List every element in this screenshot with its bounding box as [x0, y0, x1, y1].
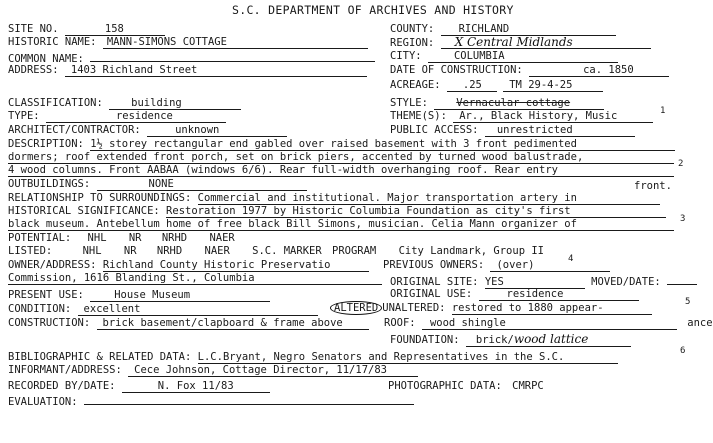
potential-naer: NAER [209, 232, 235, 244]
description-label: DESCRIPTION: [8, 138, 84, 150]
classification-row [8, 97, 241, 110]
public-access-value: unrestricted [485, 124, 635, 137]
address-label: ADDRESS: [8, 64, 59, 76]
themes-row [390, 110, 653, 123]
owner-line-2: Commission, 1616 Blanding St., Columbia [8, 272, 382, 285]
description-line-3-row [8, 164, 674, 177]
potential-nr: NR [128, 232, 142, 244]
date-construction-label: DATE OF CONSTRUCTION: [390, 64, 523, 76]
city-row [390, 50, 618, 63]
style-value: Vernacular cottage [434, 97, 604, 110]
potential-nhl: NHL [87, 232, 107, 244]
style-row [390, 97, 604, 110]
description-line-3: 4 wood columns. Front AABAA (windows 6/6). Rear full-width overhanging roof. Rear entry [8, 164, 674, 177]
informant-value: Cece Johnson, Cottage Director, 11/17/83 [128, 364, 418, 377]
original-use-value: residence [479, 288, 639, 301]
condition-row [8, 303, 318, 316]
themes-label: THEME(S): [390, 110, 447, 122]
potential-row [8, 232, 235, 244]
relationship-value: Commercial and institutional. Major transportation artery in [198, 192, 660, 205]
foundation-value [466, 333, 631, 347]
photographic-value: CMRPC [512, 380, 544, 392]
foundation-handwritten: wood lattice [513, 332, 589, 346]
bibliography-label: BIBLIOGRAPHIC & RELATED DATA: [8, 351, 192, 363]
owner-label: OWNER/ADDRESS: [8, 259, 97, 271]
historic-name-label: HISTORIC NAME: [8, 36, 97, 48]
roof-row [384, 317, 713, 330]
acreage-value: .25 [447, 79, 497, 92]
acreage-row [390, 79, 603, 92]
public-access-row [390, 124, 635, 137]
roof-label: ROOF: [384, 317, 416, 329]
moved-date-label: MOVED/DATE: [591, 276, 661, 288]
footnote-5: 5 [685, 297, 691, 307]
site-no-value: 158 [65, 23, 165, 36]
date-construction-row [390, 64, 669, 77]
historic-name-row [8, 36, 368, 49]
outbuildings-row [8, 178, 307, 191]
footnote-6: 6 [680, 346, 686, 356]
description-continued: front. [634, 180, 672, 192]
recorded-row [8, 380, 270, 393]
outbuildings-value: NONE [97, 178, 307, 191]
type-value: residence [46, 110, 226, 123]
owner-line-2-row [8, 272, 382, 285]
public-access-label: PUBLIC ACCESS: [390, 124, 479, 136]
classification-value: building [109, 97, 241, 110]
region-row [390, 36, 651, 49]
significance-line-2: black museum. Antebellum home of free black Bill Simons, musician. Celia Mann organizer of [8, 218, 674, 231]
significance-row [8, 205, 666, 218]
acreage-label: ACREAGE: [390, 79, 441, 91]
altered-value-continued: ance [687, 317, 713, 329]
roof-value: wood shingle [422, 317, 677, 330]
type-row [8, 110, 226, 123]
listed-row [8, 245, 544, 257]
listed-nhl: NHL [82, 245, 102, 257]
evaluation-label: EVALUATION: [8, 396, 78, 408]
bibliography-value: L.C.Bryant, Negro Senators and Representatives in the S.C. [198, 351, 618, 364]
classification-label: CLASSIFICATION: [8, 97, 103, 109]
owner-line-1: Richland County Historic Preservatio [103, 259, 369, 272]
construction-value: brick basement/clapboard & frame above [97, 317, 369, 330]
bibliography-row [8, 351, 618, 364]
county-value: RICHLAND [441, 23, 616, 36]
city-label: CITY: [390, 50, 422, 62]
region-label: REGION: [390, 37, 435, 49]
potential-nrhd: NRHD [161, 232, 188, 244]
altered-row [330, 302, 652, 315]
original-site-label: ORIGINAL SITE: [390, 276, 479, 288]
present-use-row [8, 289, 270, 302]
historic-name-value: MANN-SIMONS COTTAGE [103, 36, 368, 49]
county-label: COUNTY: [390, 23, 435, 35]
city-value: COLUMBIA [428, 50, 618, 63]
construction-row [8, 317, 369, 330]
description-row [8, 138, 675, 151]
evaluation-value [84, 393, 414, 405]
owner-row [8, 259, 369, 272]
common-name-label: COMMON NAME: [8, 53, 84, 65]
condition-label: CONDITION: [8, 303, 72, 315]
architect-value: unknown [147, 124, 287, 137]
architect-row [8, 124, 287, 137]
present-use-value: House Museum [90, 289, 270, 302]
unaltered-label: UNALTERED: [382, 302, 446, 314]
informant-label: INFORMANT/ADDRESS: [8, 364, 122, 376]
description-line-1: 1½ storey rectangular end gabled over raised basement with 3 front pedimented [90, 138, 675, 151]
recorded-label: RECORDED BY/DATE: [8, 380, 116, 392]
recorded-value: N. Fox 11/83 [122, 380, 270, 393]
program-label: PROGRAM [332, 245, 377, 257]
footnote-1: 1 [660, 106, 666, 116]
site-no-label: SITE NO. [8, 23, 59, 35]
common-name-value [90, 50, 375, 62]
footnote-2: 2 [678, 159, 684, 169]
region-mark: X [454, 35, 464, 49]
listed-label: LISTED: [8, 245, 53, 257]
footnote-4: 4 [568, 254, 574, 264]
description-line-2-row [8, 151, 674, 164]
outbuildings-label: OUTBUILDINGS: [8, 178, 91, 190]
description-line-2: dormers; roof extended front porch, set on brick piers, accented by turned wood balustrade, [8, 151, 674, 164]
original-site-value: YES [485, 276, 585, 289]
previous-owners-value: (over) [490, 259, 610, 272]
condition-value: excellent [78, 303, 318, 316]
significance-label: HISTORICAL SIGNIFICANCE: [8, 205, 160, 217]
previous-owners-row [383, 259, 610, 272]
sc-marker-label: S.C. MARKER [252, 245, 322, 257]
photographic-row [388, 380, 544, 392]
region-value [441, 36, 651, 49]
photographic-label: PHOTOGRAPHIC DATA: [388, 380, 502, 392]
original-use-row [390, 288, 639, 301]
informant-row [8, 364, 418, 377]
relationship-label: RELATIONSHIP TO SURROUNDINGS: [8, 192, 192, 204]
foundation-typed: brick/ [475, 334, 514, 346]
listed-nr: NR [123, 245, 137, 257]
themes-value: Ar., Black History, Music [453, 110, 653, 123]
region-text: Central Midlands [466, 35, 573, 49]
relationship-row [8, 192, 660, 205]
common-name-row [8, 50, 375, 65]
significance-line-1: Restoration 1977 by Historic Columbia Foundation as city's first [166, 205, 666, 218]
listed-naer: NAER [204, 245, 230, 257]
foundation-row [390, 333, 631, 347]
address-value: 1403 Richland Street [65, 64, 367, 77]
tax-map-value: TM 29-4-25 [503, 79, 603, 92]
original-site-row [390, 273, 697, 289]
previous-owners-label: PREVIOUS OWNERS: [383, 259, 485, 271]
original-use-label: ORIGINAL USE: [390, 288, 473, 300]
present-use-label: PRESENT USE: [8, 289, 84, 301]
foundation-label: FOUNDATION: [390, 334, 460, 346]
significance-line-2-row [8, 218, 674, 231]
construction-label: CONSTRUCTION: [8, 317, 91, 329]
type-label: TYPE: [8, 110, 40, 122]
moved-date-value [667, 273, 697, 285]
form-header: S.C. DEPARTMENT OF ARCHIVES AND HISTORY [232, 3, 514, 17]
potential-label: POTENTIAL: [8, 232, 72, 244]
footnote-3: 3 [680, 214, 686, 224]
date-construction-value: ca. 1850 [529, 64, 669, 77]
style-label: STYLE: [390, 97, 428, 109]
listed-nrhd: NRHD [156, 245, 183, 257]
architect-label: ARCHITECT/CONTRACTOR: [8, 124, 141, 136]
address-row [8, 64, 367, 77]
site-no-row [8, 23, 165, 36]
altered-value: restored to 1880 appear- [452, 302, 652, 315]
evaluation-row [8, 393, 414, 408]
altered-circled: ALTERED [330, 301, 382, 315]
program-value: City Landmark, Group II [398, 245, 544, 257]
